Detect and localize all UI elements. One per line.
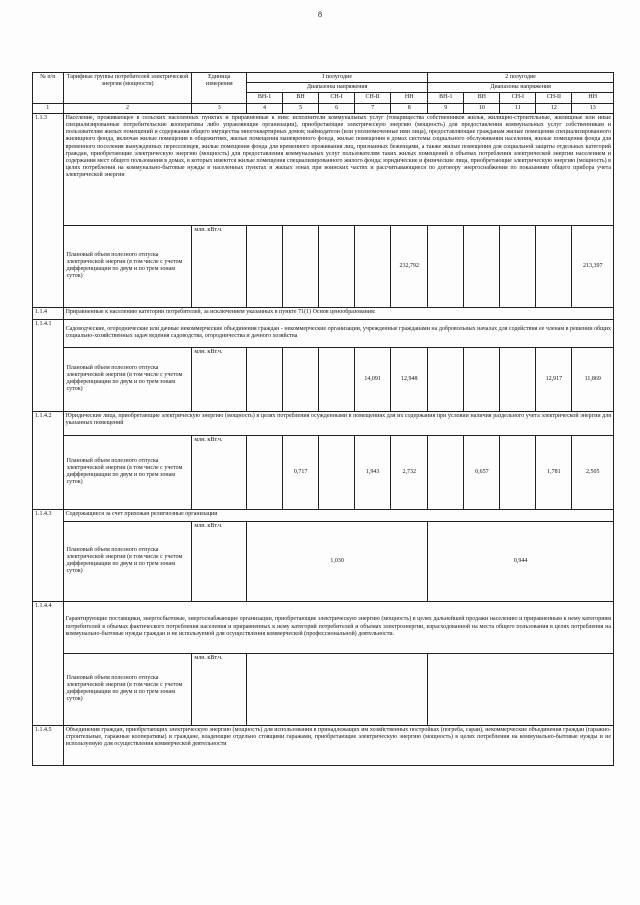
value-cell (536, 225, 572, 307)
row-number: 1.1.4.2 (33, 411, 64, 509)
col-number: 7 (355, 103, 391, 113)
row-number: 1.1.3 (33, 113, 64, 307)
section-1-1-4-1-desc-row (33, 319, 614, 347)
col-number: 3 (192, 103, 247, 113)
value-cell (319, 225, 355, 307)
value-cell (428, 435, 464, 509)
header-ranges-1: Диапазоны напряжения (247, 83, 428, 93)
header-group: Тарифные группы потребителей электрической энергии (мощности) (63, 73, 192, 104)
section-1-1-3-volume-row (33, 225, 614, 307)
col-number: 8 (391, 103, 428, 113)
section-1-1-4-4-desc-row (33, 601, 614, 653)
header-level: ВН-1 (247, 93, 283, 103)
col-number: 6 (319, 103, 355, 113)
section-description: Население, проживающее в сельских населенных пунктах и приравненные к ним: исполнители коммунальных услуг (товарищества собственников жилья, жилищно-строительные, жилищные или иные специализированные потребительские кооперативы либо управляющие организации), приобретающие электрическую энергию (мощность) для предоставления коммунальных услуг собственникам и пользователям жилых помещений и содержания общего имущества многоквартирных домов; наймодатели (или уполномоченные ими лица), предоставляющие гражданам жилые помещения специализированного жилищного фонда, включая жилые помещения в общежитиях, жилые помещения маневренного фонда, жилые помещения в домах системы социального обслуживания населения, жилые помещения фонда для временного поселения вынужденных переселенцев, жилые помещения фонда для временного проживания лиц, признанных беженцами, а также жилые помещения для социальной защиты отдельных категорий граждан, приобретающие электрическую энергию (мощность) для предоставления коммунальных услуг пользователям таких жилых помещений в объемах потребления электрической энергии населением и содержания мест общего пользования в домах, в которых имеются жилые помещения специализированного жилого фонда; юридические и физические лица, приобретающие электрическую энергию (мощность) в целях потребления на коммунально-бытовые нужды в населенных пунктах и жилых зонах при воинских частях и рассчитывающиеся по договору энергоснабжения по показаниям общего прибора учета электрической энергии (63, 113, 613, 225)
row-number: 1.1.4 (33, 307, 64, 319)
header-half-1: I полугодие (247, 73, 428, 83)
section-description: Гарантирующие поставщики, энергосбытовые, энергоснабжающие организации, приобретающие электрическую энергию (мощность) в целях дальнейшей продажи населению и приравненным к нему категориям потребителей в объемах фактического потребления населения и приравненных к нему категорий потребителей и объемах электроэнергии, израсходованной на места общего пользования в целях потребления на коммунально-бытовые нужды граждан и не используемой для осуществления коммерческой (профессиональной) деятельности. (63, 601, 613, 653)
tariff-table (32, 72, 614, 766)
section-1-1-3-desc-row (33, 113, 614, 225)
header-num: № п/п (33, 73, 64, 104)
value-cell: 14,091 (355, 347, 391, 411)
section-1-1-4-3-desc-row (33, 509, 614, 521)
header-level: НН (391, 93, 428, 103)
value-cell-half-2 (428, 653, 614, 725)
header-unit: Единица измерения (192, 73, 247, 104)
header-level: ВН (283, 93, 319, 103)
section-description: Содержащиеся за счет прихожан религиозные организации (63, 509, 613, 521)
section-description: Юридические лица, приобретающие электрическую энергию (мощность) в целях потребления осужденными в помещениях для их содержания при условии наличия раздельного учета электрической энергии для указанных помещений (63, 411, 613, 435)
unit-cell: млн. кВт.ч. (192, 347, 247, 411)
header-level: СН-II (355, 93, 391, 103)
col-number: 2 (63, 103, 192, 113)
unit-cell: млн. кВт.ч. (192, 435, 247, 509)
value-cell-half-2: 0,944 (428, 521, 614, 601)
section-description: Садоводческие, огороднические или дачные некоммерческие объединения граждан - некоммерческие организации, учрежденные гражданами на добровольных началах для содействия ее членам в решении общих социально-хозяйственных задач ведения садоводства, огородничества и дачного хозяйства (63, 319, 613, 347)
value-cell (428, 347, 464, 411)
header-level: СН-II (536, 93, 572, 103)
column-numbers-row (33, 103, 614, 113)
value-cell (283, 347, 319, 411)
value-cell (355, 225, 391, 307)
header-level: НН (572, 93, 614, 103)
value-cell (464, 347, 500, 411)
value-cell: 0,717 (283, 435, 319, 509)
header-level: СН-I (500, 93, 536, 103)
value-cell (500, 435, 536, 509)
value-cell: 0,657 (464, 435, 500, 509)
value-cell (428, 225, 464, 307)
header-ranges-2: Диапазоны напряжения (428, 83, 614, 93)
section-description: Объединения граждан, приобретающих электрическую энергию (мощность) для использования в принадлежащих им хозяйственных постройках (погреба, сараи), некоммерческие объединения граждан (гаражно-строительные, гаражные кооперативы) и граждане, владеющие отдельно стоящими гаражами, приобретающие электрическую энергию (мощность) в целях потребления на коммунально-бытовые нужды и не используемую для осуществления коммерческой деятельности (63, 725, 613, 765)
value-cell (500, 225, 536, 307)
page-number: 8 (318, 10, 322, 19)
header-half-2: 2 полугодие (428, 73, 614, 83)
header-level: ВН-1 (428, 93, 464, 103)
section-1-1-4-2-desc-row (33, 411, 614, 435)
col-number: 4 (247, 103, 283, 113)
value-cell: 213,397 (572, 225, 614, 307)
value-cell: 2,505 (572, 435, 614, 509)
col-number: 10 (464, 103, 500, 113)
value-cell: 232,792 (391, 225, 428, 307)
unit-cell: млн. кВт.ч. (192, 225, 247, 307)
value-cell (247, 435, 283, 509)
unit-cell: млн. кВт.ч. (192, 653, 247, 725)
value-cell: 12,948 (391, 347, 428, 411)
value-cell (247, 225, 283, 307)
value-cell-half-1 (247, 653, 428, 725)
value-cell (319, 347, 355, 411)
header-level: СН-I (319, 93, 355, 103)
volume-label: Плановый объем полезного отпуска электрической энергии (в том числе с учетом дифференциации по двум и по трем зонам суток) (63, 347, 192, 411)
value-cell: 2,732 (391, 435, 428, 509)
value-cell: 1,943 (355, 435, 391, 509)
header-level: ВН (464, 93, 500, 103)
row-number: 1.1.4.4 (33, 601, 64, 725)
col-number: 5 (283, 103, 319, 113)
volume-label: Плановый объем полезного отпуска электрической энергии (в том числе с учетом дифференциации по двум и по трем зонам суток) (63, 225, 192, 307)
value-cell: 1,781 (536, 435, 572, 509)
col-number: 11 (500, 103, 536, 113)
value-cell: 12,917 (536, 347, 572, 411)
col-number: 13 (572, 103, 614, 113)
volume-label: Плановый объем полезного отпуска электрической энергии (в том числе с учетом дифференциации по двум и по трем зонам суток) (63, 521, 192, 601)
row-number: 1.1.4.3 (33, 509, 64, 601)
section-description: Приравненные к населению категории потребителей, за исключением указанных в пункте 71(1) Основ ценообразования: (63, 307, 613, 319)
volume-label: Плановый объем полезного отпуска электрической энергии (в том числе с учетом дифференциации по двум и по трем зонам суток) (63, 435, 192, 509)
value-cell-half-1: 1,030 (247, 521, 428, 601)
header-row-1 (33, 73, 614, 83)
value-cell: 11,869 (572, 347, 614, 411)
section-1-1-4-1-volume-row (33, 347, 614, 411)
value-cell (319, 435, 355, 509)
value-cell (283, 225, 319, 307)
value-cell (247, 347, 283, 411)
col-number: 12 (536, 103, 572, 113)
value-cell (464, 225, 500, 307)
section-1-1-4-3-volume-row (33, 521, 614, 601)
row-number: 1.1.4.5 (33, 725, 64, 765)
section-1-1-4-2-volume-row (33, 435, 614, 509)
row-number: 1.1.4.1 (33, 319, 64, 411)
section-1-1-4-5-desc-row (33, 725, 614, 765)
col-number: 1 (33, 103, 64, 113)
section-1-1-4-4-volume-row (33, 653, 614, 725)
col-number: 9 (428, 103, 464, 113)
volume-label: Плановый объем полезного отпуска электрической энергии (в том числе с учетом дифференциации по двум и по трем зонам суток) (63, 653, 192, 725)
section-1-1-4-row (33, 307, 614, 319)
unit-cell: млн. кВт.ч. (192, 521, 247, 601)
value-cell (500, 347, 536, 411)
